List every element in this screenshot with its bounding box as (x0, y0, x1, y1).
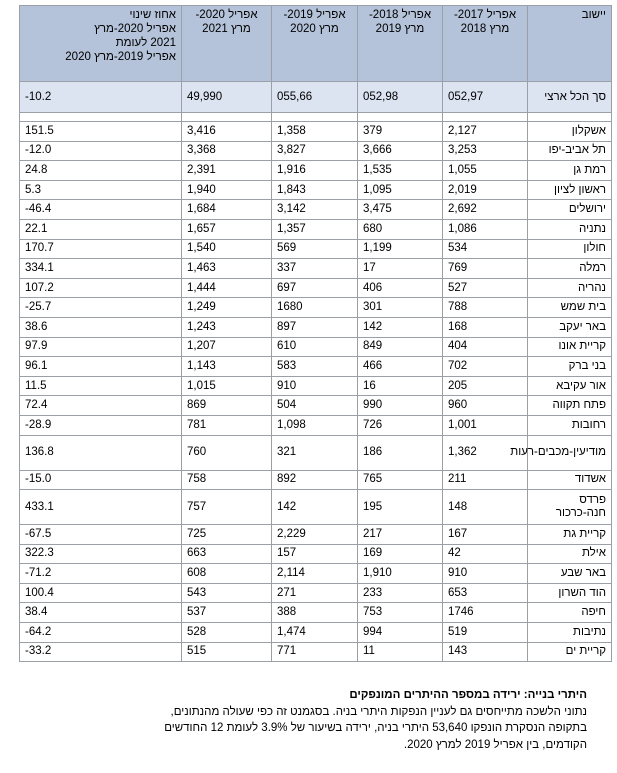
period-4-value: 663 (182, 544, 272, 564)
period-2-value: 17 (358, 259, 443, 279)
table-row (20, 603, 612, 623)
period-4-value: 2,391 (182, 161, 272, 181)
settlement-name: תל אביב-יפו (528, 141, 612, 161)
period-2-value: 3,475 (358, 200, 443, 220)
period-4-value: 757 (182, 490, 272, 525)
period-3-value: 157 (272, 544, 358, 564)
period-3-value: 3,142 (272, 200, 358, 220)
period-2-value: 1,199 (358, 239, 443, 259)
total-p1: 052,97 (443, 82, 528, 113)
change-value: 433.1 (20, 490, 182, 525)
change-value: 24.8 (20, 161, 182, 181)
change-value: 170.7 (20, 239, 182, 259)
period-4-value: 869 (182, 396, 272, 416)
change-value: 97.9 (20, 337, 182, 357)
period-2-value: 680 (358, 219, 443, 239)
period-4-value: 3,368 (182, 141, 272, 161)
total-name: סך הכל ארצי (528, 82, 612, 113)
period-2-value: 16 (358, 376, 443, 396)
settlements-table (19, 5, 612, 662)
period-3-value: 569 (272, 239, 358, 259)
period-4-value: 1,463 (182, 259, 272, 279)
table-row (20, 415, 612, 435)
period-1-value: 653 (443, 583, 528, 603)
table-row (20, 278, 612, 298)
period-3-value: 1680 (272, 298, 358, 318)
header-change: אחוז שינוי אפריל 2020-מרץ 2021 לעומת אפריל 2019-מרץ 2020 (20, 6, 182, 82)
settlement-name: קריית ים (528, 642, 612, 662)
period-4-value: 760 (182, 435, 272, 470)
period-2-value: 994 (358, 623, 443, 643)
settlement-name: קריית אונו (528, 337, 612, 357)
period-2-value: 3,666 (358, 141, 443, 161)
table-row (20, 642, 612, 662)
period-1-value: 205 (443, 376, 528, 396)
period-4-value: 3,416 (182, 122, 272, 142)
period-3-value: 142 (272, 490, 358, 525)
header-period-1: אפריל 2017- מרץ 2018 (443, 6, 528, 82)
period-4-value: 1,143 (182, 357, 272, 377)
caption-line-1: נתוני הלשכה מתייחסים גם לעניין הנפקות היתרי בניה. בסגמנט זה כפי שעולה מהנתונים, (170, 705, 587, 718)
settlement-name: ראשון לציון (528, 180, 612, 200)
total-change: -10.2 (20, 82, 182, 113)
settlement-name: אשקלון (528, 122, 612, 142)
caption-title: היתרי בנייה: ירידה במספר ההיתרים המונפקים (349, 689, 587, 701)
period-2-value: 753 (358, 603, 443, 623)
settlement-name: נהריה (528, 278, 612, 298)
period-1-value: 519 (443, 623, 528, 643)
change-value: 322.3 (20, 544, 182, 564)
settlement-name: רחובות (528, 415, 612, 435)
change-value: -12.0 (20, 141, 182, 161)
caption-line-2: בתקופה הנסקרת הונפקו 53,640 היתרי בניה, ירידה בשיעור של 3.9% לעומת 12 החודשים (164, 722, 587, 734)
period-2-value: 217 (358, 525, 443, 545)
period-1-value: 1,086 (443, 219, 528, 239)
period-2-value: 142 (358, 317, 443, 337)
change-value: 334.1 (20, 259, 182, 279)
period-4-value: 758 (182, 470, 272, 490)
settlement-name: בית שמש (528, 298, 612, 318)
settlement-name: ירושלים (528, 200, 612, 220)
settlement-name: חיפה (528, 603, 612, 623)
table-row (20, 337, 612, 357)
table-row (20, 544, 612, 564)
caption (27, 687, 587, 753)
settlement-name: נתיבות (528, 623, 612, 643)
period-4-value: 1,243 (182, 317, 272, 337)
change-value: 151.5 (20, 122, 182, 142)
period-2-value: 233 (358, 583, 443, 603)
change-value: -28.9 (20, 415, 182, 435)
spacer-row (20, 113, 612, 122)
settlement-name: באר יעקב (528, 317, 612, 337)
change-value: 136.8 (20, 435, 182, 470)
period-2-value: 765 (358, 470, 443, 490)
change-value: 107.2 (20, 278, 182, 298)
period-1-value: 148 (443, 490, 528, 525)
settlement-name: מודיעין-מכבים-רעות (528, 435, 612, 470)
header-settlement: יישוב (528, 6, 612, 82)
period-3-value: 1,357 (272, 219, 358, 239)
period-3-value: 2,114 (272, 564, 358, 584)
period-1-value: 1,362 (443, 435, 528, 470)
table-row (20, 490, 612, 525)
period-3-value: 771 (272, 642, 358, 662)
period-2-value: 195 (358, 490, 443, 525)
settlement-name: באר שבע (528, 564, 612, 584)
table-row (20, 470, 612, 490)
period-4-value: 1,249 (182, 298, 272, 318)
period-3-value: 1,916 (272, 161, 358, 181)
period-2-value: 1,095 (358, 180, 443, 200)
period-1-value: 211 (443, 470, 528, 490)
table-row (20, 583, 612, 603)
settlement-name: אילת (528, 544, 612, 564)
period-1-value: 3,253 (443, 141, 528, 161)
period-3-value: 321 (272, 435, 358, 470)
period-1-value: 2,127 (443, 122, 528, 142)
change-value: 72.4 (20, 396, 182, 416)
settlement-name: אור עקיבא (528, 376, 612, 396)
table-row (20, 219, 612, 239)
table-row (20, 435, 612, 470)
caption-line-3: הקודמים, בין אפריל 2019 למרץ 2020. (403, 738, 587, 751)
header-period-4: אפריל 2020- מרץ 2021 (182, 6, 272, 82)
period-1-value: 1746 (443, 603, 528, 623)
period-1-value: 960 (443, 396, 528, 416)
period-2-value: 1,535 (358, 161, 443, 181)
period-2-value: 406 (358, 278, 443, 298)
period-4-value: 781 (182, 415, 272, 435)
total-p4: 49,990 (182, 82, 272, 113)
period-4-value: 515 (182, 642, 272, 662)
change-value: -67.5 (20, 525, 182, 545)
change-value: 11.5 (20, 376, 182, 396)
period-1-value: 1,001 (443, 415, 528, 435)
period-4-value: 1,207 (182, 337, 272, 357)
change-value: 5.3 (20, 180, 182, 200)
table-row (20, 141, 612, 161)
change-value: -64.2 (20, 623, 182, 643)
table-row (20, 122, 612, 142)
header-row (20, 6, 612, 82)
settlement-name: פרדס חנה-כרכור (528, 490, 612, 525)
period-3-value: 1,358 (272, 122, 358, 142)
change-value: -46.4 (20, 200, 182, 220)
period-3-value: 2,229 (272, 525, 358, 545)
table-row (20, 259, 612, 279)
period-4-value: 1,684 (182, 200, 272, 220)
period-4-value: 1,444 (182, 278, 272, 298)
period-4-value: 1,657 (182, 219, 272, 239)
period-1-value: 702 (443, 357, 528, 377)
header-period-3: אפריל 2019- מרץ 2020 (272, 6, 358, 82)
period-1-value: 2,019 (443, 180, 528, 200)
change-value: 38.6 (20, 317, 182, 337)
period-1-value: 910 (443, 564, 528, 584)
table-row (20, 239, 612, 259)
period-2-value: 169 (358, 544, 443, 564)
total-p2: 052,98 (358, 82, 443, 113)
period-3-value: 892 (272, 470, 358, 490)
period-2-value: 466 (358, 357, 443, 377)
period-1-value: 769 (443, 259, 528, 279)
period-4-value: 537 (182, 603, 272, 623)
period-4-value: 725 (182, 525, 272, 545)
table-row (20, 298, 612, 318)
period-2-value: 726 (358, 415, 443, 435)
period-2-value: 1,910 (358, 564, 443, 584)
period-1-value: 534 (443, 239, 528, 259)
period-3-value: 610 (272, 337, 358, 357)
settlement-name: אשדוד (528, 470, 612, 490)
period-1-value: 527 (443, 278, 528, 298)
table-row (20, 525, 612, 545)
table-row (20, 180, 612, 200)
settlement-name: חולון (528, 239, 612, 259)
table-row (20, 357, 612, 377)
change-value: 96.1 (20, 357, 182, 377)
change-value: -15.0 (20, 470, 182, 490)
period-4-value: 528 (182, 623, 272, 643)
period-1-value: 168 (443, 317, 528, 337)
period-3-value: 697 (272, 278, 358, 298)
period-4-value: 1,540 (182, 239, 272, 259)
change-value: -25.7 (20, 298, 182, 318)
period-1-value: 42 (443, 544, 528, 564)
header-period-2: אפריל 2018- מרץ 2019 (358, 6, 443, 82)
table-row (20, 161, 612, 181)
period-3-value: 271 (272, 583, 358, 603)
period-2-value: 990 (358, 396, 443, 416)
change-value: -33.2 (20, 642, 182, 662)
settlement-name: הוד השרון (528, 583, 612, 603)
period-3-value: 1,098 (272, 415, 358, 435)
table-row (20, 564, 612, 584)
table-row (20, 376, 612, 396)
total-row (20, 82, 612, 113)
period-3-value: 388 (272, 603, 358, 623)
period-1-value: 167 (443, 525, 528, 545)
total-p3: 055,66 (272, 82, 358, 113)
period-1-value: 1,055 (443, 161, 528, 181)
period-3-value: 910 (272, 376, 358, 396)
period-2-value: 186 (358, 435, 443, 470)
settlement-name: רמלה (528, 259, 612, 279)
settlement-name: רמת גן (528, 161, 612, 181)
period-3-value: 504 (272, 396, 358, 416)
period-1-value: 143 (443, 642, 528, 662)
period-2-value: 379 (358, 122, 443, 142)
table-row (20, 396, 612, 416)
period-4-value: 608 (182, 564, 272, 584)
period-2-value: 11 (358, 642, 443, 662)
period-3-value: 1,474 (272, 623, 358, 643)
settlement-name: נתניה (528, 219, 612, 239)
period-1-value: 404 (443, 337, 528, 357)
settlement-name: פתח תקווה (528, 396, 612, 416)
period-3-value: 1,843 (272, 180, 358, 200)
change-value: 38.4 (20, 603, 182, 623)
settlement-name: קריית גת (528, 525, 612, 545)
period-3-value: 3,827 (272, 141, 358, 161)
table-row (20, 623, 612, 643)
period-4-value: 543 (182, 583, 272, 603)
change-value: 22.1 (20, 219, 182, 239)
period-4-value: 1,940 (182, 180, 272, 200)
period-2-value: 849 (358, 337, 443, 357)
change-value: -71.2 (20, 564, 182, 584)
period-3-value: 897 (272, 317, 358, 337)
period-2-value: 301 (358, 298, 443, 318)
period-3-value: 583 (272, 357, 358, 377)
table-row (20, 317, 612, 337)
settlement-name: בני ברק (528, 357, 612, 377)
period-3-value: 337 (272, 259, 358, 279)
table-row (20, 200, 612, 220)
period-1-value: 2,692 (443, 200, 528, 220)
period-4-value: 1,015 (182, 376, 272, 396)
change-value: 100.4 (20, 583, 182, 603)
period-1-value: 788 (443, 298, 528, 318)
